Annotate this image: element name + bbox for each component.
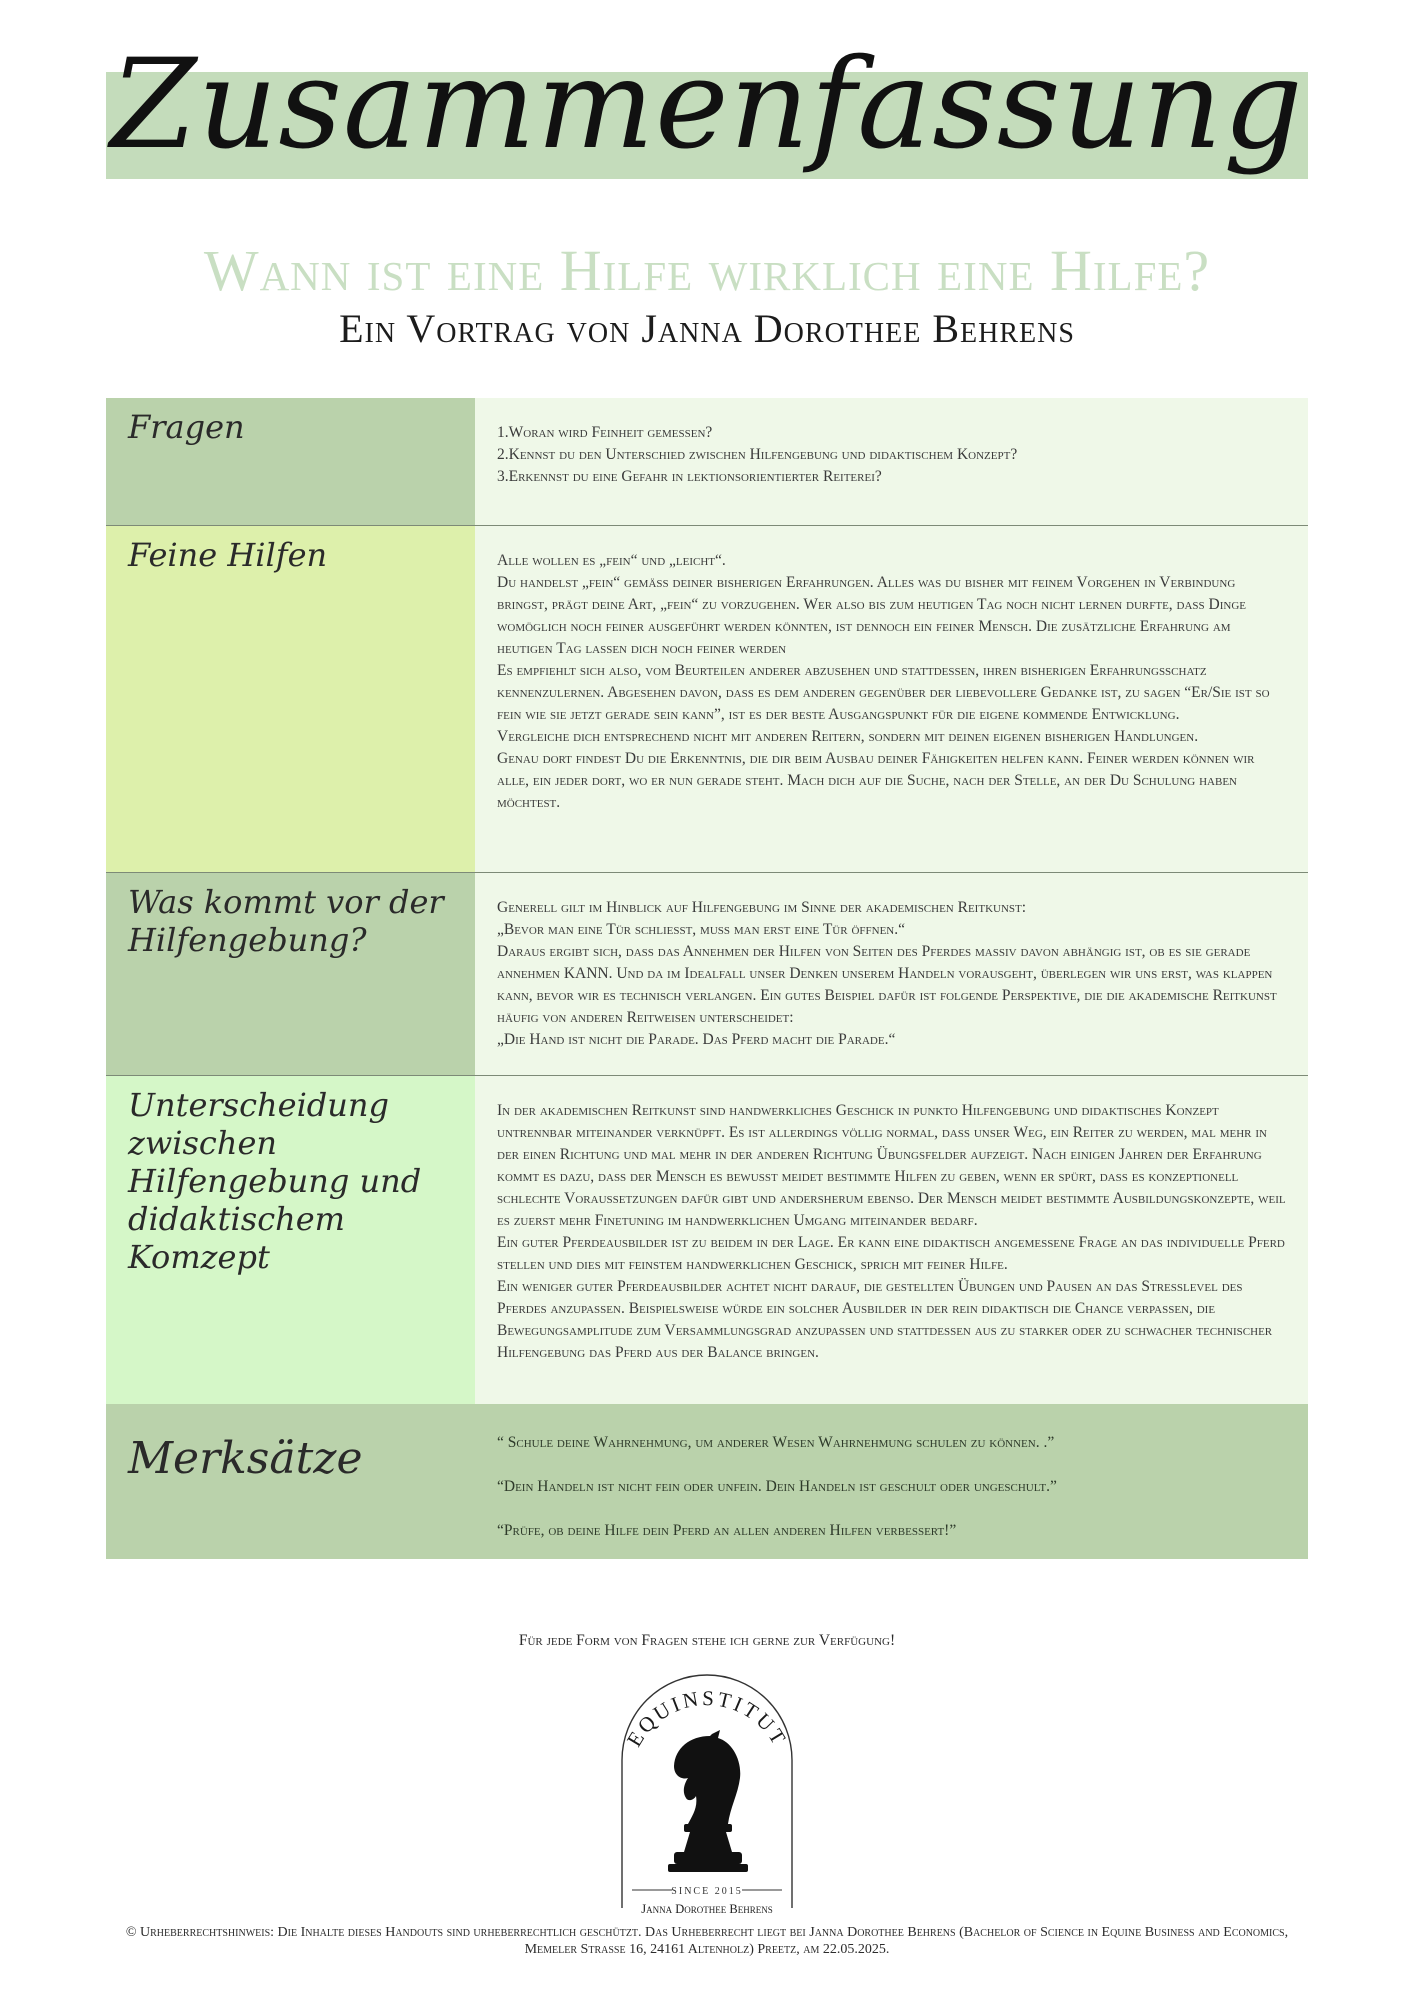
chess-knight-icon xyxy=(668,1730,748,1872)
row-body-fragen xyxy=(475,398,1308,525)
logo-owner-text: Janna Dorothee Behrens xyxy=(641,1902,773,1916)
quote-1: “ Schule deine Wahrnehmung, um anderer Wesen Wahrnehmung schulen zu können. .” xyxy=(497,1434,1055,1451)
logo-since-text: SINCE 2015 xyxy=(671,1886,743,1897)
paragraph: Es empfiehlt sich also, vom Beurteilen anderer abzusehen und stattdessen, ihren bisherigen Erfahrungsschatz kennenzulernen. Abgesehen davon, dass es dem anderen gegenüber der liebevollere Gedanke ist, zu sagen “Er/Sie ist so fein wie sie jetzt gerade sein kann”, ist es der beste Ausgangspunkt für die eigene kommende Entwicklung. xyxy=(497,662,1270,723)
row-label-feine-hilfen: Feine Hilfen xyxy=(106,526,475,872)
paragraph: In der akademischen Reitkunst sind handwerkliches Geschick in punkto Hilfengebung und didaktisches Konzept untrennbar miteinander verknüpft. Es ist allerdings völlig normal, dass unser Weg, ein Reiter zu werden, mal mehr in der einen Richtung und mal mehr in der anderen Richtung Übungsfelder aufzeigt. Nach einigen Jahren der Erfahrung kommt es dazu, dass der Mensch es bewusst meidet bestimmte Hilfen zu geben, wenn er spürt, dass es konzeptionell schlechte Voraussetzungen dafür gibt und andersherum ebenso. Der Mensch meidet bestimmte Ausbildungskonzepte, weil es zuerst mehr Finetuning im handwerklichen Umgang miteinander bedarf. xyxy=(497,1102,1286,1229)
page-title: Zusammenfassung xyxy=(110,33,1304,177)
copyright-footer: © Urheberrechtshinweis: Die Inhalte dieses Handouts sind urheberrechtlich geschützt. Das Urheberrecht liegt bei Janna Dorothee Behrens (Bachelor of Science in Equine Business and Economics, Memeler Straße 16, 24161 Altenholz) Preetz, am 22.05.2025. xyxy=(125,1925,1289,1957)
paragraph: Vergleiche dich entsprechend nicht mit anderen Reitern, sondern mit deinen eigenen bisherigen Handlungen. xyxy=(497,728,1199,745)
row-fragen xyxy=(106,398,1308,525)
question-1: 1.Woran wird Feinheit gemessen? xyxy=(497,424,713,441)
paragraph: Genau dort findest Du die Erkenntnis, die dir beim Ausbau deiner Fähigkeiten helfen kann. Feiner werden können wir alle, ein jeder dort, wo er nun gerade steht. Mach dich auf die Suche, nach der Stelle, an der Du Schulung haben möchtest. xyxy=(497,750,1255,811)
logo-brand-text: EQUINSTITUT xyxy=(621,1685,793,1751)
paragraph: „Die Hand ist nicht die Parade. Das Pferd macht die Parade.“ xyxy=(497,1031,896,1048)
paragraph: Generell gilt im Hinblick auf Hilfengebung im Sinne der akademischen Reitkunst: xyxy=(497,899,1027,916)
summary-table xyxy=(106,398,1308,1559)
row-body-feine-hilfen xyxy=(475,526,1308,872)
paragraph: „Bevor man eine Tür schließt, muss man erst eine Tür öffnen.“ xyxy=(497,921,906,938)
byline: Ein Vortrag von Janna Dorothee Behrens xyxy=(339,306,1075,351)
row-body-unterscheidung xyxy=(475,1076,1308,1404)
row-label-vor-hilfengebung: Was kommt vor der Hilfengebung? xyxy=(106,873,475,1075)
paragraph: Du handelst „fein“ gemäß deiner bisherigen Erfahrungen. Alles was du bisher mit feinem Vorgehen in Verbindung bringst, prägt deine Art, „fein“ zu vorzugehen. Wer also bis zum heutigen Tag noch nicht lernen durfte, dass Dinge womöglich noch feiner ausgeführt werden könnten, ist dennoch ein feiner Mensch. Die zusätzliche Erfahrung am heutigen Tag lassen dich noch feiner werden xyxy=(497,574,1247,657)
row-body-vor-hilfengebung xyxy=(475,873,1308,1075)
paragraph: Daraus ergibt sich, dass das Annehmen der Hilfen von Seiten des Pferdes massiv davon abhängig ist, ob es sie gerade annehmen KANN. Und da im Idealfall unser Denken unserem Handeln vorausgeht, überlegen wir uns erst, was klappen kann, bevor wir es technisch verlangen. Ein gutes Beispiel dafür ist folgende Perspektive, die die akademische Reitkunst häufig von anderen Reitweisen unterscheidet: xyxy=(497,943,1277,1026)
row-merksaetze xyxy=(106,1404,1308,1559)
question-3: 3.Erkennst du eine Gefahr in lektionsorientierter Reiterei? xyxy=(497,468,882,485)
contact-note: Für jede Form von Fragen stehe ich gerne zur Verfügung! xyxy=(518,1632,896,1649)
quote-2: “Dein Handeln ist nicht fein oder unfein. Dein Handeln ist geschult oder ungeschult.” xyxy=(497,1478,1057,1495)
page-subtitle: Wann ist eine Hilfe wirklich eine Hilfe? xyxy=(203,238,1211,303)
equinstitut-logo xyxy=(612,1668,802,1918)
paragraph: Ein weniger guter Pferdeausbilder achtet nicht darauf, die gestellten Übungen und Pausen an das Stresslevel des Pferdes anzupassen. Beispielsweise würde ein solcher Ausbilder in der rein didaktisch die Chance verpassen, die Bewegungsamplitude zum Versammlungsgrad anzupassen und stattdessen aus zu starker oder zu schwacher technischer Hilfengebung das Pferd aus der Balance bringen. xyxy=(497,1278,1273,1361)
row-feine-hilfen xyxy=(106,525,1308,872)
row-body-merksaetze xyxy=(475,1404,1308,1559)
quote-3: “Prüfe, ob deine Hilfe dein Pferd an allen anderen Hilfen verbessert!” xyxy=(497,1522,957,1539)
paragraph: Ein guter Pferdeausbilder ist zu beidem in der Lage. Er kann eine didaktisch angemessene Frage an das individuelle Pferd stellen und dies mit feinstem handwerklichen Geschick, sprich mit feiner Hilfe. xyxy=(497,1234,1285,1273)
row-vor-hilfengebung xyxy=(106,872,1308,1075)
row-label-fragen: Fragen xyxy=(106,398,475,525)
question-2: 2.Kennst du den Unterschied zwischen Hilfengebung und didaktischem Konzept? xyxy=(497,446,1018,463)
row-unterscheidung xyxy=(106,1075,1308,1404)
row-label-merksaetze: Merksätze xyxy=(128,1433,363,1484)
paragraph: Alle wollen es „fein“ und „leicht“. xyxy=(497,552,726,569)
row-label-unterscheidung: Unterscheidung zwischen Hilfengebung und didaktischem Komzept xyxy=(106,1076,475,1404)
